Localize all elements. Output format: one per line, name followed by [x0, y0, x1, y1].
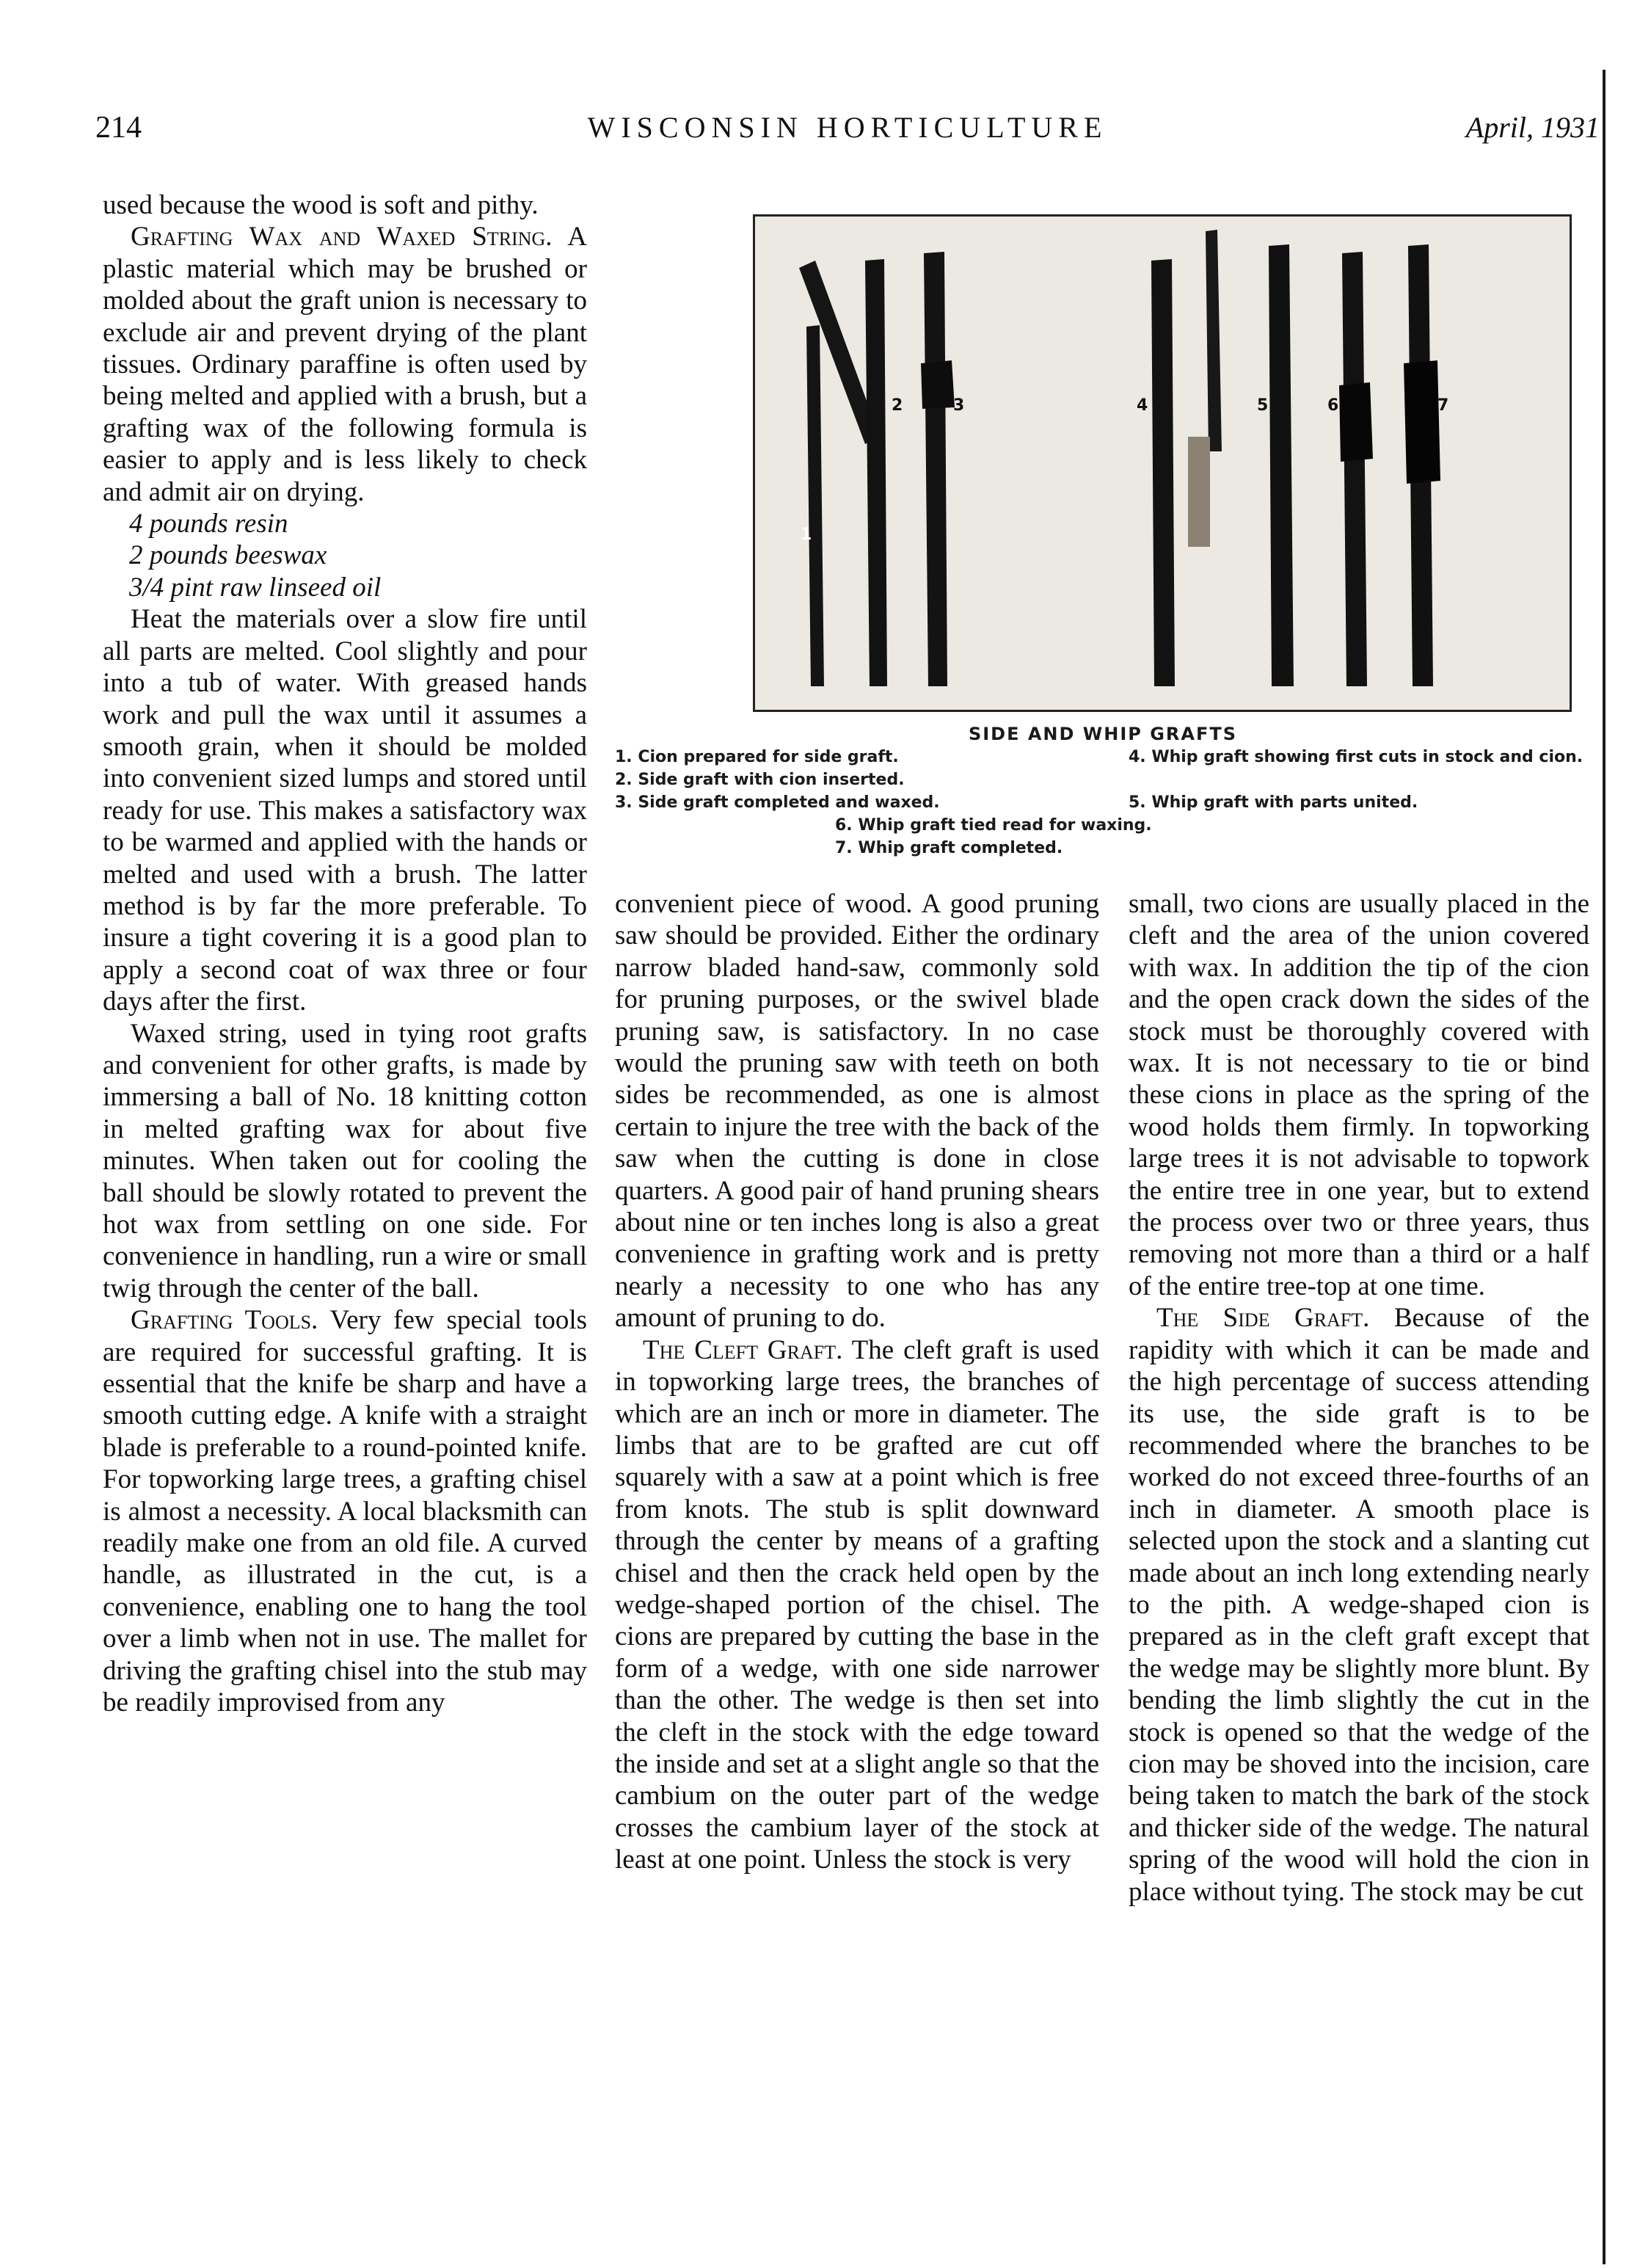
paragraph-grafting-tools [103, 1304, 587, 1718]
caption-item: 3. Side graft completed and waxed. [615, 793, 940, 812]
caption-item: 5. Whip graft with parts united. [1129, 793, 1418, 812]
grafting-wax-text: A plastic material which may be brushed or molded about the graft union is necessary to exclude air and prevent drying of the plant tissues. Ordinary paraffine is often used by being melted and applied with a brush, but a grafting wax of the following formula is easier to apply and is less likely to check and admit air on drying. [103, 222, 587, 507]
figure-label-4: 4 [1137, 396, 1148, 415]
wax-formula [103, 508, 587, 603]
issue-date: April, 1931 [1465, 111, 1600, 144]
figure-caption [615, 723, 1591, 859]
paragraph-heat: Heat the materials over a slow fire until all parts are melted. Cool slightly and pour into a tub of water. With greased hands work and pull the wax until it assumes a smooth grain, when it should be molded into convenient sized lumps and stored until ready for use. This makes a satisfactory wax to be warmed and applied with the hands or melted and used with a brush. The latter method is by far the more preferable. To insure a tight covering it is a good plan to apply a second coat of wax three or four days after the first. [103, 604, 587, 1017]
side-graft-text: Because of the rapidity with which it can be made and the high percentage of success attending its use, the side graft is to be recommended where the branches to be worked do not exceed three-fourths of an inch in diameter. A smooth place is selected upon the stock and a slanting cut made about an inch long extending nearly to the pith. A wedge-shaped cion is prepared as in the cleft graft except that the wedge may be slightly more blunt. By bending the limb slightly the cut in the stock is opened so that the wedge of the cion may be shoved into the incision, care being taken to match the bark of the stock and thicker side of the wedge. The natural spring of the wood will hold the cion in place without tying. The stock may be cut [1129, 1303, 1589, 1907]
formula-line: 2 pounds beeswax [129, 540, 327, 571]
figure-label-3: 3 [953, 396, 965, 415]
figure-label-5: 5 [1257, 396, 1269, 415]
figure-label-1: 1 [801, 526, 812, 544]
caption-item: 7. Whip graft completed. [835, 839, 1063, 857]
page-edge-rule [1603, 70, 1606, 2264]
grafting-tools-text: Very few special tools are required for successful grafting. It is essential that the knife be sharp and have a smooth cutting edge. A knife with a straight blade is preferable to a round-pointed knife. For topworking large trees, a grafting chisel is almost a necessity. A local blacksmith can readily make one from an old file. A curved handle, as illustrated in the cut, is a convenience, enabling one to hang the tool over a limb when not in use. The mallet for driving the grafting chisel into the stub may be readily improvised from any [103, 1305, 588, 1718]
running-header [95, 110, 1600, 154]
paragraph-cleft-graft [615, 1334, 1099, 1876]
section-heading-grafting-wax: Grafting Wax and Waxed String. [131, 222, 553, 252]
formula-line: 3/4 pint raw linseed oil [129, 572, 382, 603]
figure-label-7: 7 [1437, 396, 1449, 415]
figure-label-6: 6 [1327, 396, 1339, 415]
paragraph-grafting-wax [103, 221, 587, 508]
caption-title: SIDE AND WHIP GRAFTS [968, 724, 1238, 744]
paragraph-cleft-graft-cont: small, two cions are usually placed in the cleft and the area of the union covered with wax. In addition the tip of the cion and the open crack down the sides of the stock must be thoroughly covered with wax. It is not necessary to tie or bind these cions in place as the spring of the wood holds them firmly. In topworking large trees it is not advisable to topwork the entire tree in one year, but to extend the process over two or three years, thus removing not more than a third or a half of the entire tree-top at one time. [1129, 889, 1589, 1301]
caption-item: 6. Whip graft tied read for waxing. [835, 816, 1152, 835]
caption-item: 4. Whip graft showing first cuts in stock and cion. [1129, 748, 1583, 766]
cleft-graft-text: The cleft graft is used in topworking large trees, the branches of which are an inch or more in diameter. The limbs that are to be grafted are cut off squarely with a saw at a point which is free from knots. The stub is split downward through the center by means of a grafting chisel and then the crack held open by the wedge-shaped portion of the chisel. The cions are prepared by cutting the base in the form of a wedge, with one side narrower than the other. The wedge is then set into the cleft in the stock with the edge toward the inside and set at a slight angle so that the cambium on the outer part of the wedge crosses the cambium layer of the stock at least at one point. Unless the stock is very [615, 1334, 1099, 1875]
caption-item: 2. Side graft with cion inserted. [615, 771, 905, 789]
section-heading-side-graft: The Side Graft. [1156, 1303, 1370, 1334]
page-number: 214 [95, 111, 142, 145]
paragraph-side-graft [1129, 1302, 1589, 1908]
caption-item: 1. Cion prepared for side graft. [615, 748, 899, 766]
grafts-photo [755, 217, 1570, 710]
figure-side-and-whip-grafts [753, 214, 1572, 712]
journal-title: WISCONSIN HORTICULTURE [587, 111, 1108, 144]
column-right [1129, 888, 1589, 1908]
formula-line: 4 pounds resin [129, 509, 288, 539]
paragraph-waxed-string: Waxed string, used in tying root grafts and convenient for other grafts, is made by immersing a ball of No. 18 knitting cotton in melted grafting wax for about five minutes. When taken out for cooling the ball should be slowly rotated to prevent the hot wax from settling on one side. For convenience in handling, run a wire or small twig through the center of the ball. [103, 1018, 587, 1304]
column-left [103, 189, 587, 1719]
section-heading-grafting-tools: Grafting Tools. [131, 1305, 318, 1336]
column-middle [615, 888, 1099, 1876]
paragraph-pruning-tools: convenient piece of wood. A good pruning saw should be provided. Either the ordinary narrow bladed hand-saw, commonly sold for pruning purposes, or the swivel blade pruning saw, is satisfactory. In no case would the pruning saw with teeth on both sides be recommended, as one is almost certain to injure the tree with the back of the saw when the cutting is done in close quarters. A good pair of hand pruning shears about nine or ten inches long is also a great convenience in grafting work and is pretty nearly a necessity to one who has any amount of pruning to do. [615, 889, 1099, 1334]
section-heading-cleft-graft: The Cleft Graft. [643, 1334, 843, 1365]
figure-label-2: 2 [892, 396, 903, 415]
paragraph-intro: used because the wood is soft and pithy. [103, 190, 539, 220]
